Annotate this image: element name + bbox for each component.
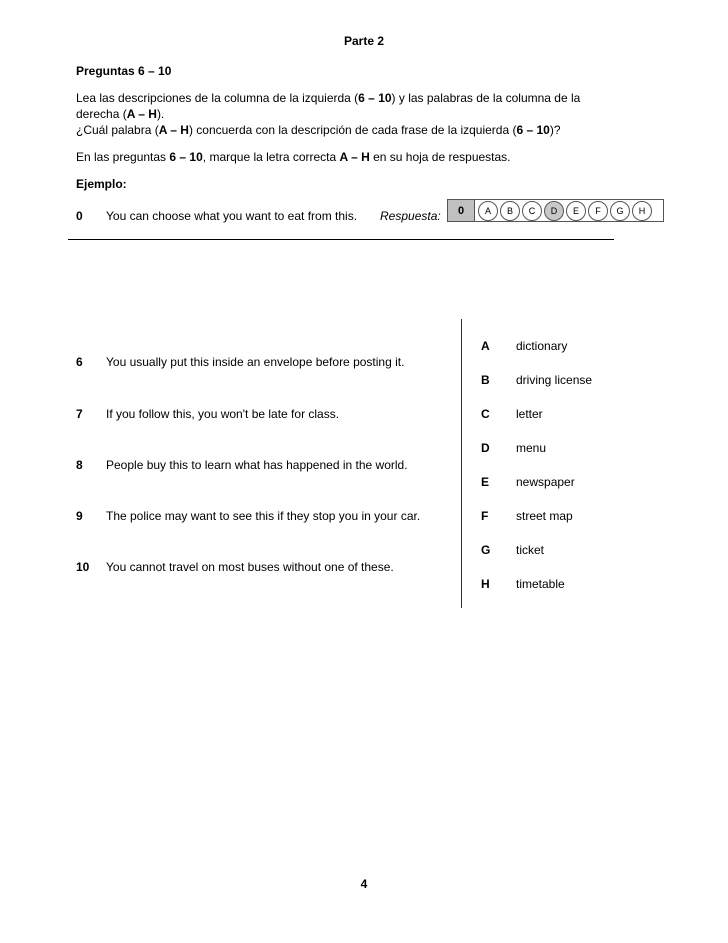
example-answer-grid xyxy=(447,199,664,222)
option-word: letter xyxy=(516,407,543,421)
text-span: Lea las descripciones de la columna de la izquierda ( xyxy=(76,91,359,105)
question-text: You usually put this inside an envelope before posting it. xyxy=(106,355,405,369)
text-span: ) y las palabras de la columna de la xyxy=(391,91,581,105)
answer-bubble-g: G xyxy=(610,201,630,221)
question-text: If you follow this, you won't be late for class. xyxy=(106,407,340,421)
question-text: You cannot travel on most buses without one of these. xyxy=(106,560,394,574)
answer-bubble-b: B xyxy=(500,201,520,221)
example-number: 0 xyxy=(76,209,83,223)
answer-instruction xyxy=(76,149,636,165)
bold-span: A – H xyxy=(339,150,370,164)
answer-bubble-c: C xyxy=(522,201,542,221)
text-span: ). xyxy=(156,107,165,121)
example-text: You can choose what you want to eat from this. xyxy=(106,209,358,223)
instructions xyxy=(76,90,636,138)
option-letter: F xyxy=(481,509,489,523)
page-number: 4 xyxy=(360,877,368,891)
answer-grid-number: 0 xyxy=(448,200,475,221)
answer-bubble-f: F xyxy=(588,201,608,221)
option-word: menu xyxy=(516,441,547,455)
bold-span: 6 – 10 xyxy=(169,150,203,164)
option-letter: B xyxy=(481,373,490,387)
option-word: newspaper xyxy=(516,475,575,489)
question-number: 9 xyxy=(76,509,83,523)
answer-bubble-h: H xyxy=(632,201,652,221)
section-heading: Preguntas 6 – 10 xyxy=(76,64,172,78)
option-word: timetable xyxy=(516,577,565,591)
text-span: En las preguntas xyxy=(76,150,170,164)
option-word: street map xyxy=(516,509,573,523)
text-span: derecha ( xyxy=(76,107,127,121)
option-letter: G xyxy=(481,543,491,557)
option-letter: E xyxy=(481,475,490,489)
question-number: 8 xyxy=(76,458,83,472)
text-span: )? xyxy=(549,123,561,137)
bold-span: 6 – 10 xyxy=(516,123,550,137)
text-span: ¿Cuál palabra ( xyxy=(76,123,159,137)
option-word: ticket xyxy=(516,543,545,557)
column-divider xyxy=(461,319,462,608)
answer-bubble-d: D xyxy=(544,201,564,221)
instructions-line-1 xyxy=(76,90,636,106)
bold-span: A – H xyxy=(126,107,157,121)
bold-span: 6 – 10 xyxy=(358,91,392,105)
option-letter: A xyxy=(481,339,490,353)
option-word: driving license xyxy=(516,373,593,387)
answer-bubble-e: E xyxy=(566,201,586,221)
option-letter: C xyxy=(481,407,490,421)
question-number: 7 xyxy=(76,407,83,421)
question-text: The police may want to see this if they stop you in your car. xyxy=(106,509,421,523)
question-number: 10 xyxy=(76,560,90,574)
text-span: , marque la letra correcta xyxy=(202,150,340,164)
page-title: Parte 2 xyxy=(343,34,385,48)
option-word: dictionary xyxy=(516,339,568,353)
answer-bubbles xyxy=(475,201,654,221)
bold-span: A – H xyxy=(158,123,189,137)
example-label: Ejemplo: xyxy=(76,177,127,191)
instructions-line-3 xyxy=(76,122,636,138)
option-letter: D xyxy=(481,441,490,455)
divider xyxy=(68,239,614,240)
question-text: People buy this to learn what has happened in the world. xyxy=(106,458,408,472)
text-span: ) concuerda con la descripción de cada frase de la izquierda ( xyxy=(188,123,517,137)
instructions-line-2 xyxy=(76,106,636,122)
option-letter: H xyxy=(481,577,490,591)
answer-bubble-a: A xyxy=(478,201,498,221)
question-number: 6 xyxy=(76,355,83,369)
answer-label: Respuesta: xyxy=(380,209,441,223)
text-span: en su hoja de respuestas. xyxy=(369,150,511,164)
